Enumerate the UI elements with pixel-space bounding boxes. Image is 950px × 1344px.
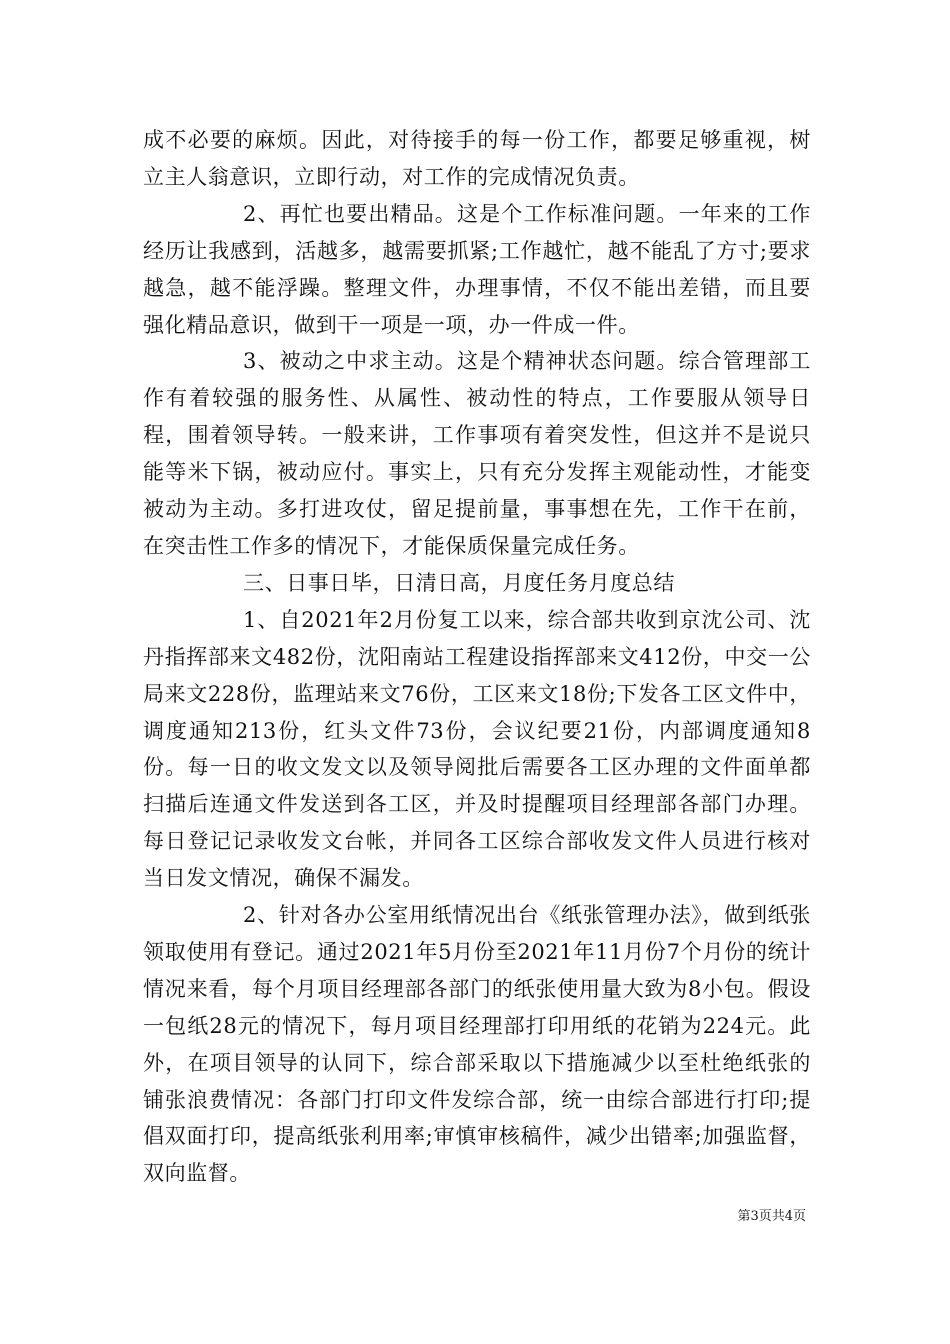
section-heading: 三、日事日毕，日清日高，月度任务月度总结 bbox=[243, 570, 675, 595]
paragraph-item-2-paper: 2、针对各办公室用纸情况出台《纸张管理办法》，做到纸张领取使用有登记。通过2021年5月份至2021年11月份7个月份的统计情况来看，每个月项目经理部各部门的纸张使用量大致为8小包。假设一包纸28元的情况下，每月项目经理部打印用纸的花销为224元。此外，在项目领导的认同下，综合部采取以下措施减少以至杜绝纸张的铺张浪费情况：各部门打印文件发综合部，统一由综合部进行打印;提倡双面打印，提高纸张利用率;审慎审核稿件，减少出错率;加强监督，双向监督。 bbox=[143, 903, 811, 1186]
paragraph-continuation: 成不必要的麻烦。因此，对待接手的每一份工作，都要足够重视，树立主人翁意识，立即行动，对工作的完成情况负责。 bbox=[143, 128, 811, 189]
page-footer: 第3页共4页 bbox=[737, 1209, 806, 1224]
paragraph-item-2: 2、再忙也要出精品。这是个工作标准问题。一年来的工作经历让我感到，活越多，越需要抓紧;工作越忙，越不能乱了方寸;要求越急，越不能浮躁。整理文件，办理事情，不仅不能出差错，而且要强化精品意识，做到干一项是一项，办一件成一件。 bbox=[143, 201, 811, 337]
document-body bbox=[143, 122, 811, 1192]
paragraph-item-3: 3、被动之中求主动。这是个精神状态问题。综合管理部工作有着较强的服务性、从属性、被动性的特点，工作要服从领导日程，围着领导转。一般来讲，工作事项有着突发性，但这并不是说只能等米下锅，被动应付。事实上，只有充分发挥主观能动性，才能变被动为主动。多打进攻仗，留足提前量，事事想在先，工作干在前，在突击性工作多的情况下，才能保质保量完成任务。 bbox=[143, 349, 811, 558]
paragraph-item-1-stats: 1、自2021年2月份复工以来，综合部共收到京沈公司、沈丹指挥部来文482份，沈阳南站工程建设指挥部来文412份，中交一公局来文228份，监理站来文76份，工区来文18份;下发各工区文件中，调度通知213份，红头文件73份，会议纪要21份，内部调度通知8份。每一日的收文发文以及领导阅批后需要各工区办理的文件面单都扫描后连通文件发送到各工区，并及时提醒项目经理部各部门办理。每日登记记录收发文台帐，并同各工区综合部收发文件人员进行核对当日发文情况，确保不漏发。 bbox=[143, 607, 811, 891]
